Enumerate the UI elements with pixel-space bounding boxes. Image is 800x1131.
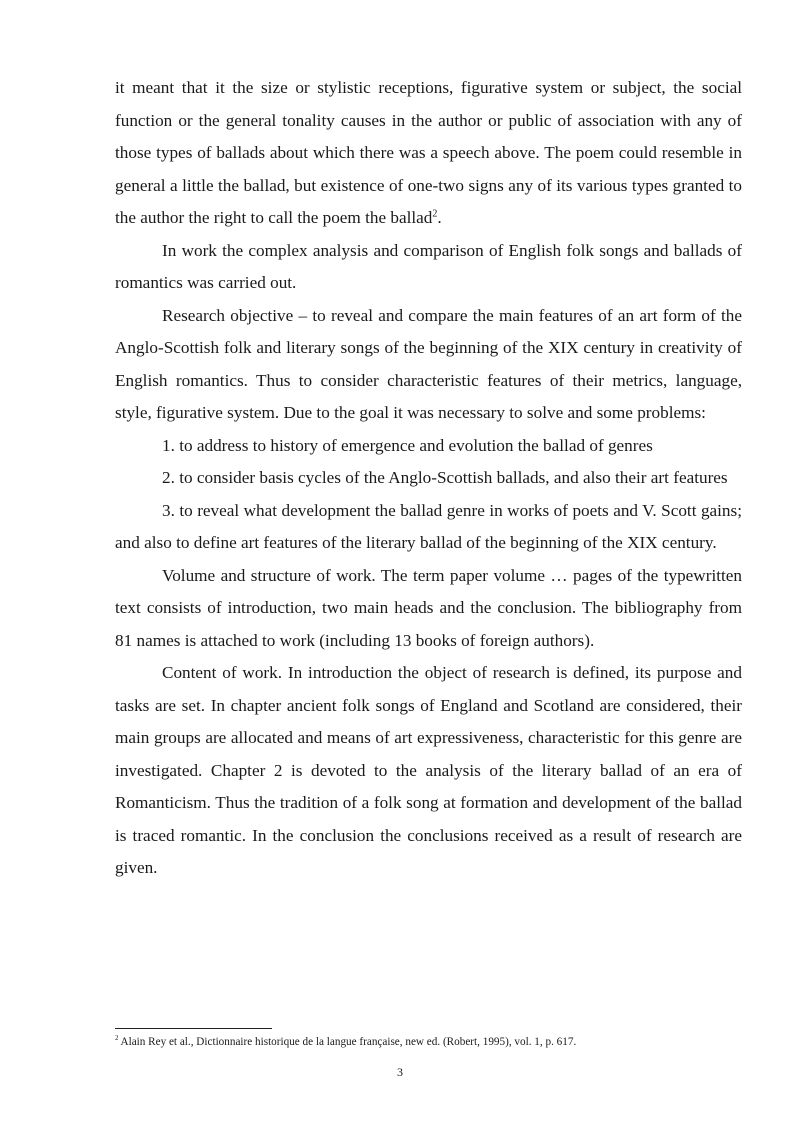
paragraph-content-of-work: Content of work. In introduction the object of research is defined, its purpose and tasks are set. In chapter ancient folk songs of England and Scotland are considered, their main groups are allocated and means of art expressiveness, characteristic for this genre are investigated. Chapter 2 is devoted to the analysis of the literary ballad of an era of Romanticism. Thus the tradition of a folk song at formation and development of the ballad is traced romantic. In the conclusion the conclusions received as a result of research are given. bbox=[115, 663, 742, 877]
footnote-reference: 2 bbox=[432, 208, 438, 220]
page-number: 3 bbox=[397, 1065, 403, 1079]
paragraph-text: it meant that it the size or stylistic receptions, figurative system or subject, the social function or the general tonality causes in the author or public of association with any of those types of ballads about which there was a speech above. The poem could resemble in general a little the ballad, but existence of one-two signs any of its various types granted to the author the right to call the poem the ballad bbox=[115, 78, 742, 227]
paragraph-analysis: In work the complex analysis and comparison of English folk songs and ballads of romantics was carried out. bbox=[115, 240, 742, 292]
paragraph-continuation bbox=[115, 72, 742, 235]
footnote-divider bbox=[115, 1028, 272, 1029]
footnote bbox=[115, 1034, 742, 1050]
footnote-text: Alain Rey et al., Dictionnaire historique de la langue française, new ed. (Robert, 1995), vol. 1, p. 617. bbox=[120, 1036, 577, 1048]
footnote-marker: 2 bbox=[115, 1034, 119, 1043]
list-item-task-2: 2. to consider basis cycles of the Anglo-Scottish ballads, and also their art features bbox=[162, 468, 728, 487]
paragraph-end-punctuation: . bbox=[437, 208, 442, 227]
body-text bbox=[115, 72, 742, 885]
paragraph-volume-structure: Volume and structure of work. The term paper volume … pages of the typewritten text consists of introduction, two main heads and the conclusion. The bibliography from 81 names is attached to work (including 13 books of foreign authors). bbox=[115, 565, 742, 650]
list-item-task-1: 1. to address to history of emergence and evolution the ballad of genres bbox=[162, 435, 653, 455]
paragraph-research-objective: Research objective – to reveal and compare the main features of an art form of the Anglo-Scottish folk and literary songs of the beginning of the XIX century in creativity of English romantics. Thus to consider characteristic features of their metrics, language, style, figurative system. Due to the goal it was necessary to solve and some problems: bbox=[115, 305, 742, 422]
list-item-task-3: 3. to reveal what development the ballad genre in works of poets and V. Scott gains; and also to define art features of the literary ballad of the beginning of the XIX century. bbox=[115, 500, 742, 552]
